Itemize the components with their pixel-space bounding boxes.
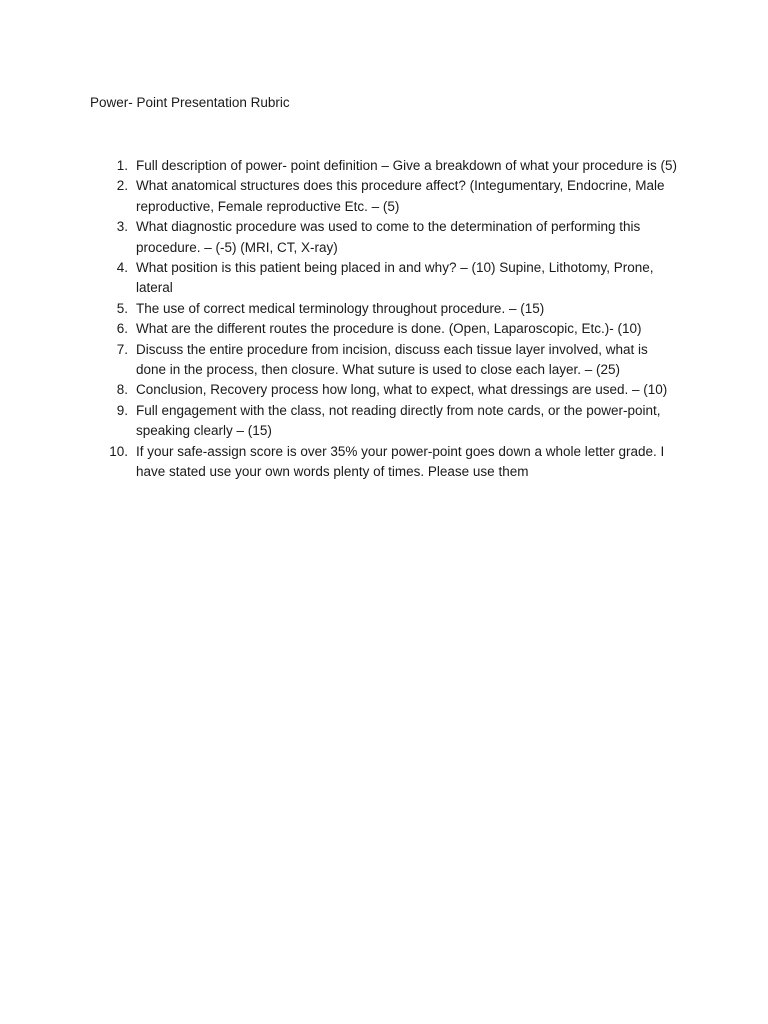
list-item-text: What anatomical structures does this procedure affect? (Integumentary, Endocrine, Male reproductive, Female reproductive Etc. – (5): [136, 178, 665, 214]
list-item-number: 9.: [116, 402, 128, 418]
list-item-text: The use of correct medical terminology throughout procedure. – (15): [136, 300, 545, 316]
list-item-number: 1.: [116, 158, 128, 173]
list-item: [116, 340, 681, 381]
list-item: [116, 156, 681, 176]
list-item: [109, 442, 681, 483]
list-item-number: 8.: [116, 382, 128, 398]
list-item-number: 3.: [116, 219, 128, 235]
list-item-text: Discuss the entire procedure from incision, discuss each tissue layer involved, what is done in the process, then closure. What suture is used to close each layer. – (25): [136, 341, 648, 378]
list-item-number: 2.: [116, 178, 128, 194]
list-item-text: Conclusion, Recovery process how long, what to expect, what dressings are used. – (10): [136, 382, 668, 398]
list-item-text: If your safe-assign score is over 35% your power-point goes down a whole letter grade. I have stated use your own words plenty of times. Please use them: [136, 443, 665, 480]
list-item: [116, 380, 681, 400]
list-item-text: Full description of power- point definition – Give a breakdown of what your procedure is (5): [136, 158, 678, 173]
list-item-text: What diagnostic procedure was used to come to the determination of performing this procedure. – (-5) (MRI, CT, X-ray): [136, 219, 641, 255]
list-item-number: 4.: [116, 260, 128, 276]
list-item-number: 7.: [116, 341, 128, 357]
list-item: [116, 319, 681, 339]
list-item: [116, 176, 681, 217]
list-item-text: What are the different routes the procedure is done. (Open, Laparoscopic, Etc.)- (10): [136, 321, 642, 337]
list-item: [116, 258, 681, 299]
document-title: Power- Point Presentation Rubric: [90, 95, 290, 110]
list-item: [116, 299, 681, 319]
list-item-number: 5.: [116, 300, 128, 316]
list-item-text: What position is this patient being placed in and why? – (10) Supine, Lithotomy, Prone, lateral: [136, 260, 654, 296]
list-item: [116, 217, 681, 258]
list-item-number: 6.: [116, 321, 128, 337]
list-item-number: 10.: [109, 443, 128, 459]
list-item: [116, 401, 681, 442]
list-item-text: Full engagement with the class, not reading directly from note cards, or the power-point, speaking clearly – (15): [136, 402, 661, 439]
rubric-list: [109, 156, 681, 483]
